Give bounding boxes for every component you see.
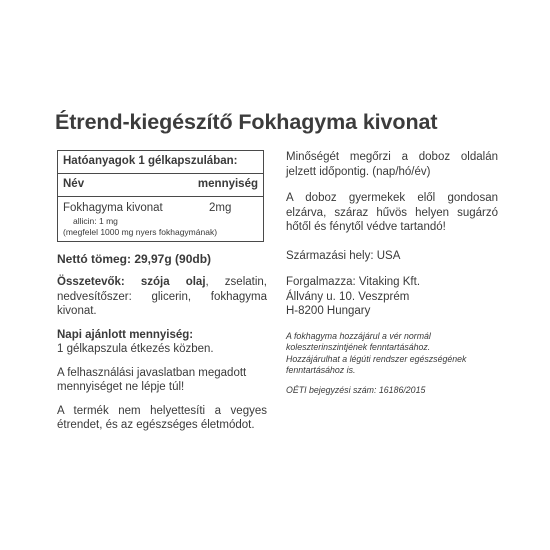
distributor-block [286, 275, 498, 319]
ingredient-name: Fokhagyma kivonat [63, 202, 163, 214]
dosage-label: Napi ajánlott mennyiség: [57, 328, 194, 341]
right-column [286, 150, 498, 396]
dosage-text: 1 gélkapszula étkezés közben. [57, 343, 214, 355]
table-header: Hatóanyagok 1 gélkapszulában: [58, 151, 263, 174]
distributor-address: Állvány u. 10. Veszprém [286, 290, 410, 303]
warning-diet: A termék nem helyettesíti a vegyes étrendet, és az egészséges életmódot. [57, 404, 267, 431]
distributor-name: Forgalmazza: Vitaking Kft. [286, 276, 421, 288]
table-row [58, 197, 263, 241]
registration-number: OÉTI bejegyzési szám: 16186/2015 [286, 384, 426, 395]
product-title: Étrend-kiegészítő Fokhagyma kivonat [55, 110, 438, 134]
distributor-postcode: H-8200 Hungary [286, 305, 371, 317]
ingredients-allergen: szója olaj [140, 276, 206, 288]
dosage-section [57, 328, 267, 357]
ingredients-rest: , zselatin, nedvesítőszer: glicerin, fokhagyma kivonat. [57, 276, 267, 317]
warning-dosage: A felhasználási javaslatban megadott mennyiséget ne lépje túl! [57, 366, 247, 393]
ingredients-label: Összetevők: [57, 276, 125, 288]
storage-text: A doboz gyermekek elől gondosan elzárva, száraz hűvös helyen sugárzó hőtől és fénytől védve tartandó! [286, 192, 498, 233]
column-name: Név [63, 178, 85, 190]
origin-text: Származási hely: USA [286, 249, 401, 262]
ingredient-amount: 2mg [209, 202, 232, 214]
health-claims [286, 331, 498, 377]
net-weight: Nettó tömeg: 29,97g (90db) [57, 252, 212, 266]
ingredients-text [57, 275, 267, 319]
active-ingredients-table [57, 150, 264, 242]
left-column [57, 150, 267, 433]
column-amount: mennyiség [197, 178, 258, 190]
health-claim-2: Hozzájárulhat a légúti rendszer egészségének fenntartásához is. [286, 353, 467, 375]
best-before-text: Minőségét megőrzi a doboz oldalán jelzett időpontig. (nap/hó/év) [286, 151, 498, 178]
allicin-note: allicin: 1 mg [73, 216, 118, 226]
equivalence-note: (megfelel 1000 mg nyers fokhagymának) [63, 227, 218, 237]
health-claim-1: A fokhagyma hozzájárul a vér normál koleszterinszintjének fenntartásához. [286, 330, 431, 352]
table-column-headers [58, 174, 263, 197]
